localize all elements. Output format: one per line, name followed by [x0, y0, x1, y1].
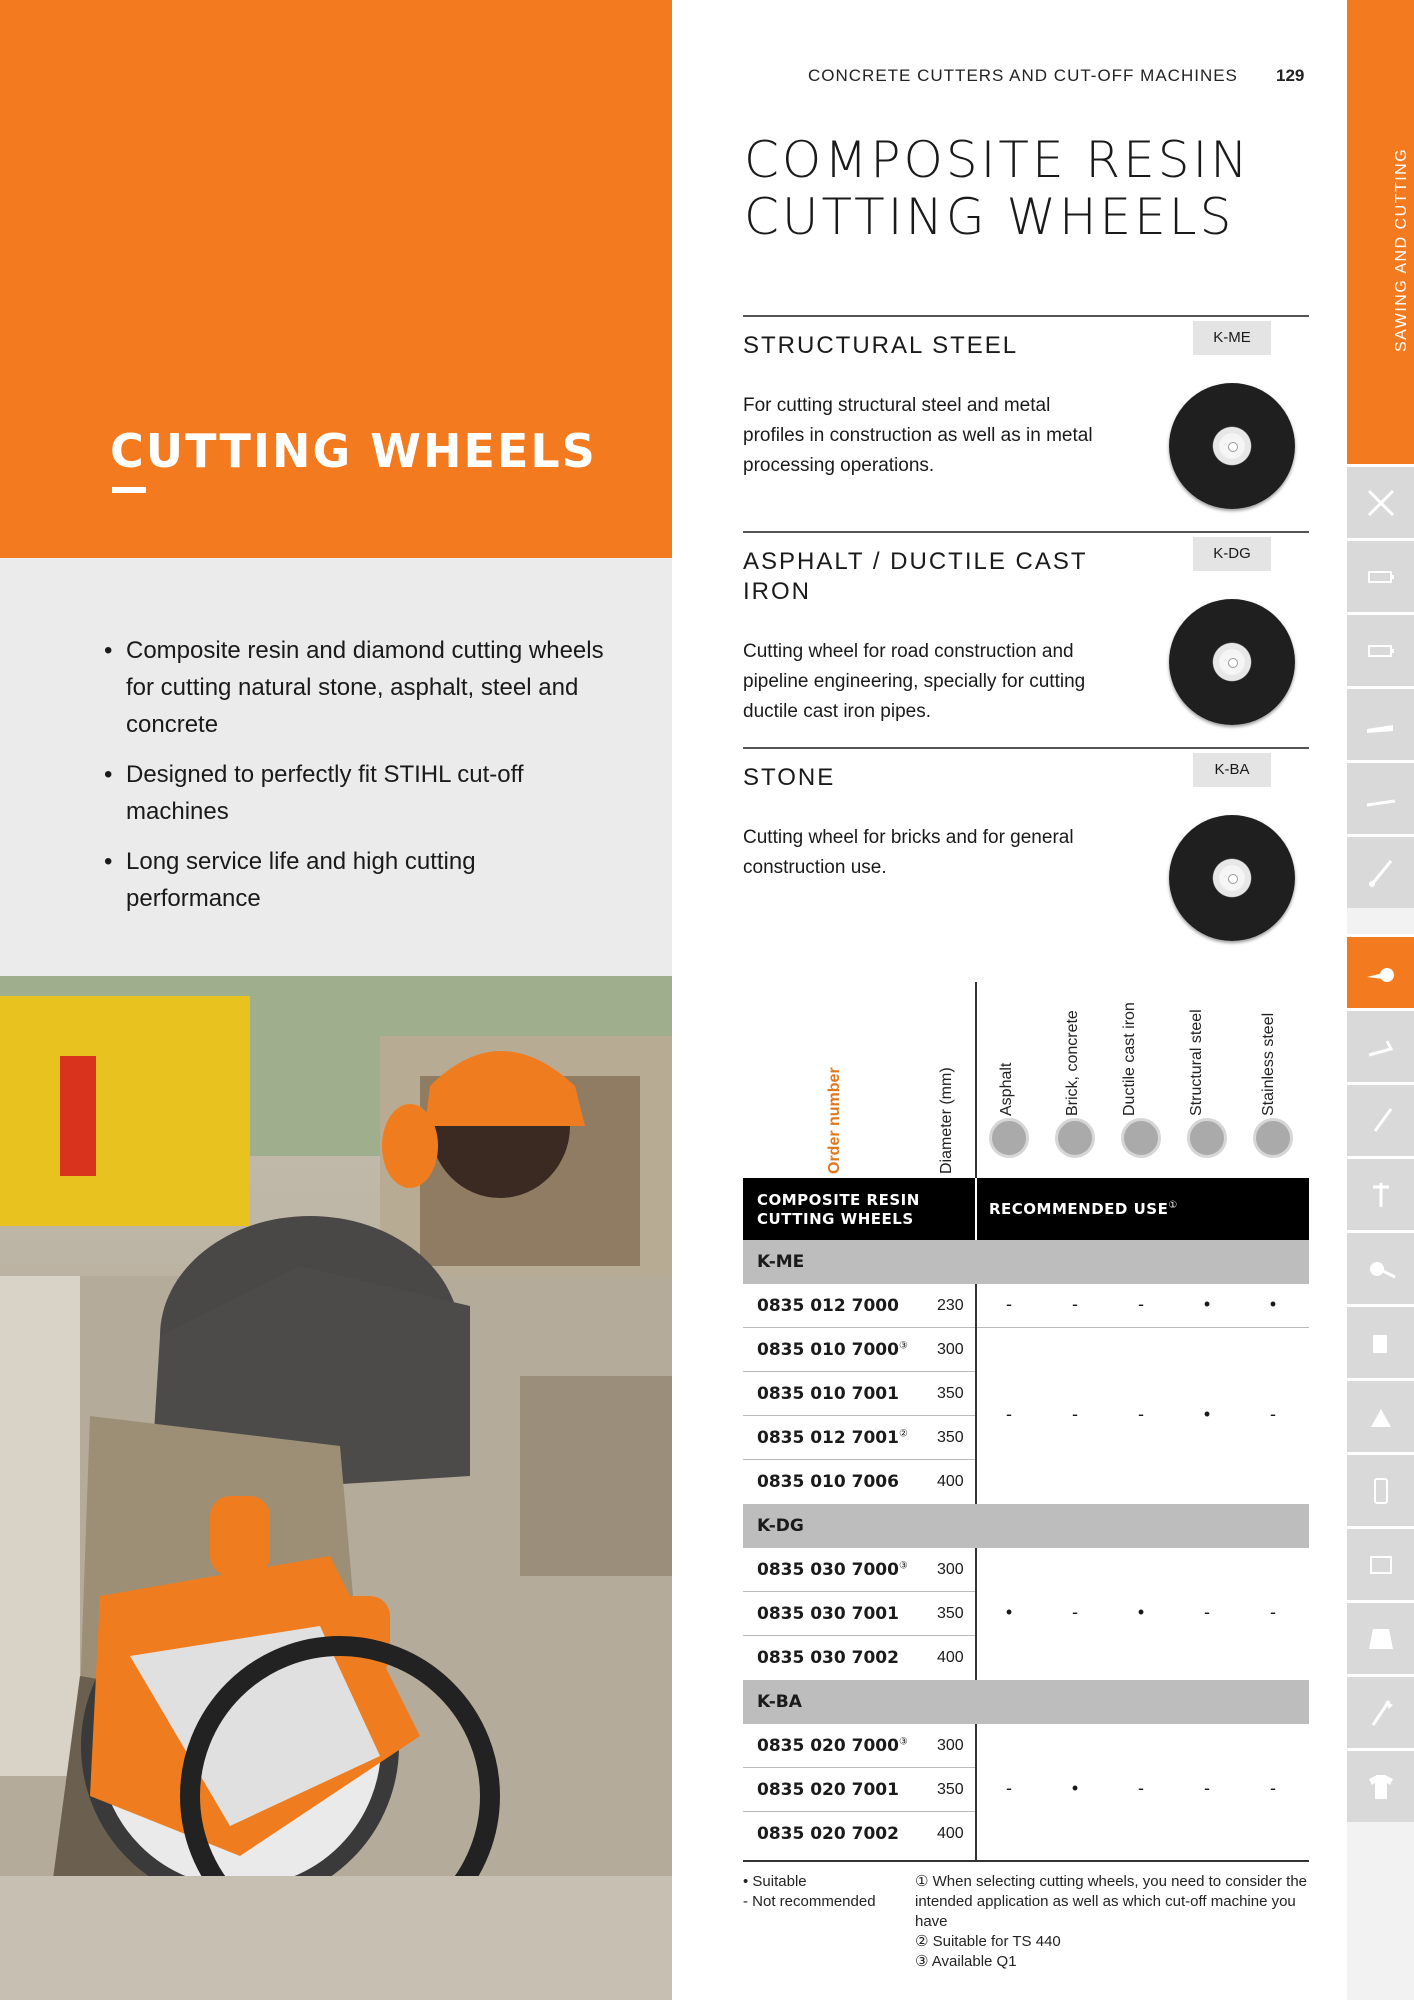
tab-vacuum[interactable]	[1347, 1378, 1414, 1452]
tab-axes[interactable]	[1347, 1674, 1414, 1748]
table-row	[743, 1328, 1309, 1372]
product-name: STRUCTURAL STEEL	[743, 332, 1019, 359]
col-diameter: Diameter (mm)	[938, 1067, 955, 1174]
use-mark: -	[1204, 1778, 1210, 1798]
left-column	[0, 0, 672, 2000]
order-number	[757, 1428, 908, 1448]
diameter: 400	[937, 1649, 964, 1666]
use-mark: -	[1006, 1294, 1012, 1314]
trimmer-icon	[1363, 1103, 1399, 1139]
use-mark: -	[1072, 1602, 1078, 1622]
product-name: STONE	[743, 764, 836, 791]
order-number	[757, 1604, 899, 1624]
pipe-icon	[1121, 1118, 1161, 1158]
header-divider	[975, 1178, 977, 1240]
diameter: 300	[937, 1737, 964, 1754]
cutting-wheel-image	[1169, 383, 1295, 509]
order-number	[757, 1296, 899, 1316]
worker-photo	[0, 976, 672, 2000]
tab-tools[interactable]	[1347, 464, 1414, 538]
tab-merchandise[interactable]	[1347, 1748, 1414, 1822]
col-structural-label: Structural steel	[1188, 1009, 1205, 1116]
sprayer-icon	[1363, 1325, 1399, 1361]
order-number-text: 0835 010 7006	[757, 1472, 899, 1492]
table-row	[743, 1548, 1309, 1592]
tab-chainsaw[interactable]	[1347, 686, 1414, 760]
lawnmower-icon	[1363, 1029, 1399, 1065]
feature-list	[104, 632, 604, 930]
footnote-ref: ③	[898, 1736, 908, 1748]
group-row: K-DG	[743, 1504, 1309, 1548]
order-number-text: 0835 012 7001	[757, 1428, 899, 1448]
tab-blower[interactable]	[1347, 1230, 1414, 1304]
use-mark: -	[1270, 1778, 1276, 1798]
order-number-text: 0835 030 7002	[757, 1648, 899, 1668]
col-ductile-cast-iron	[1121, 986, 1139, 1116]
order-number	[757, 1384, 899, 1404]
diameter: 300	[937, 1341, 964, 1358]
legend-not-recommended: - Not recommended	[743, 1893, 876, 1910]
cutting-wheel-image	[1169, 599, 1295, 725]
page-title	[744, 132, 1304, 246]
order-number	[757, 1736, 908, 1756]
product-description: Cutting wheel for road construction and pipeline engineering, specially for cutting ductile cast iron pipes.	[743, 641, 1086, 722]
asphalt-icon	[989, 1118, 1029, 1158]
table-row	[743, 1636, 1309, 1680]
page-number: 129	[1276, 66, 1305, 85]
tab-accessories[interactable]	[1347, 1526, 1414, 1600]
footnote-2: ② Suitable for TS 440	[915, 1933, 1061, 1950]
use-mark: •	[1005, 1602, 1013, 1622]
use-mark: •	[1203, 1404, 1211, 1424]
order-number-text: 0835 010 7001	[757, 1384, 899, 1404]
product-description: For cutting structural steel and metal profiles in construction as well as in metal processing operations.	[743, 395, 1093, 476]
chainsaw-icon	[1363, 707, 1399, 743]
order-number-text: 0835 030 7001	[757, 1604, 899, 1624]
order-number-text: 0835 020 7001	[757, 1780, 899, 1800]
battery-icon	[1363, 633, 1399, 669]
table-header-left	[757, 1191, 920, 1229]
legend-suitable: • Suitable	[743, 1873, 807, 1890]
tab-earth-auger[interactable]	[1347, 1156, 1414, 1230]
use-mark: -	[1270, 1602, 1276, 1622]
col-order-number: Order number	[826, 1067, 843, 1174]
col-asphalt: Asphalt	[998, 1062, 1015, 1116]
footnote-1: ① When selecting cutting wheels, you need to consider the intended application as well as which cut-off machine you have	[915, 1873, 1308, 1930]
product-stone	[743, 747, 1309, 947]
use-mark: -	[1072, 1294, 1078, 1314]
order-number-text: 0835 030 7000	[757, 1560, 899, 1580]
table-row	[743, 1284, 1309, 1328]
diameter: 230	[937, 1297, 964, 1314]
table-row	[743, 1372, 1309, 1424]
vacuum-icon	[1363, 1399, 1399, 1435]
diameter: 350	[937, 1385, 964, 1402]
chapter-label: SAWING AND CUTTING	[1393, 147, 1410, 352]
use-mark: •	[1203, 1294, 1211, 1314]
order-number-text: 0835 012 7000	[757, 1296, 899, 1316]
use-mark: -	[1138, 1404, 1144, 1424]
order-number	[757, 1824, 899, 1844]
jacket-icon	[1363, 1621, 1399, 1657]
diameter: 300	[937, 1561, 964, 1578]
table-header-line: CUTTING WHEELS	[757, 1210, 914, 1228]
cutting-wheel-image	[1169, 815, 1295, 941]
table-row	[743, 1724, 1309, 1768]
running-header: CONCRETE CUTTERS AND CUT-OFF MACHINES	[808, 66, 1238, 85]
col-brick-concrete: Brick, concrete	[1064, 1010, 1081, 1116]
chapter-sidebar	[1347, 0, 1414, 2000]
col-stainless-steel: Stainless steel	[1260, 1012, 1277, 1116]
cut-off-saw-icon	[1363, 955, 1399, 991]
footnote-ref: ③	[898, 1340, 908, 1352]
diameter: 400	[937, 1825, 964, 1842]
section-title: CUTTING WHEELS	[110, 424, 597, 478]
feature-item: • Composite resin and diamond cutting wheels for cutting natural stone, asphalt, steel and concrete	[104, 632, 604, 743]
order-number	[757, 1472, 899, 1492]
pole-pruner-icon	[1363, 781, 1399, 817]
diameter: 350	[937, 1781, 964, 1798]
brick-icon	[1055, 1118, 1095, 1158]
col-ductile-label: Ductile cast iron	[1121, 1002, 1138, 1116]
tab-battery-2[interactable]	[1347, 612, 1414, 686]
tab-battery-1[interactable]	[1347, 538, 1414, 612]
tshirt-icon	[1363, 1769, 1399, 1805]
diameter: 350	[937, 1429, 964, 1446]
blower-icon	[1363, 1251, 1399, 1287]
tab-sprayer[interactable]	[1347, 1304, 1414, 1378]
order-number-text: 0835 020 7002	[757, 1824, 899, 1844]
use-mark: -	[1138, 1294, 1144, 1314]
order-number-text: 0835 020 7000	[757, 1736, 899, 1756]
axe-icon	[1363, 1695, 1399, 1731]
use-mark: •	[1071, 1778, 1079, 1798]
order-number	[757, 1560, 908, 1580]
feature-item: • Designed to perfectly fit STIHL cut-off machines	[104, 756, 604, 830]
tab-lawnmower[interactable]	[1347, 1008, 1414, 1082]
table-bottom-rule	[743, 1860, 1309, 1862]
table-header-line: COMPOSITE RESIN	[757, 1191, 920, 1209]
use-mark: -	[1138, 1778, 1144, 1798]
earth-auger-icon	[1363, 1177, 1399, 1213]
group-row: K-ME	[743, 1240, 1309, 1284]
table-row	[743, 1460, 1309, 1504]
table-row	[743, 1592, 1309, 1636]
worker-cutting-illustration	[0, 976, 672, 2000]
use-mark: -	[1270, 1404, 1276, 1424]
table-header-right	[989, 1200, 1178, 1218]
use-mark: •	[1137, 1602, 1145, 1622]
group-row: K-BA	[743, 1680, 1309, 1724]
tab-pole-pruner[interactable]	[1347, 760, 1414, 834]
col-structural-steel	[1188, 986, 1206, 1116]
use-mark: -	[1006, 1404, 1012, 1424]
footnote-ref: ③	[898, 1560, 908, 1572]
tab-clothing[interactable]	[1347, 1600, 1414, 1674]
use-mark: -	[1006, 1778, 1012, 1798]
battery-icon	[1363, 559, 1399, 595]
use-mark: -	[1072, 1404, 1078, 1424]
diameter: 400	[937, 1473, 964, 1490]
stainless-beam-icon	[1253, 1118, 1293, 1158]
brushcutter-icon	[1363, 855, 1399, 891]
tab-app[interactable]	[1347, 1452, 1414, 1526]
case-icon	[1363, 1547, 1399, 1583]
title-underline	[112, 487, 146, 493]
product-code-badge: K-DG	[1193, 537, 1271, 571]
table-row	[743, 1768, 1309, 1812]
page-title-line: COMPOSITE RESIN	[744, 131, 1251, 189]
use-mark: -	[1204, 1602, 1210, 1622]
table-row	[743, 1812, 1309, 1856]
product-asphalt-ductile	[743, 531, 1309, 747]
footnote-marker: ①	[1168, 1200, 1178, 1211]
smartphone-icon	[1363, 1473, 1399, 1509]
order-number	[757, 1780, 899, 1800]
product-name: ASPHALT / DUCTILE CAST IRON	[743, 548, 1088, 605]
use-mark: •	[1269, 1294, 1277, 1314]
tab-brushcutter[interactable]	[1347, 834, 1414, 908]
product-code-badge: K-ME	[1193, 321, 1271, 355]
order-number	[757, 1648, 899, 1668]
product-structural-steel	[743, 315, 1309, 531]
tab-trimmer[interactable]	[1347, 1082, 1414, 1156]
beam-icon	[1187, 1118, 1227, 1158]
table-header-right-label: RECOMMENDED USE	[989, 1200, 1169, 1218]
tab-cut-off-machines[interactable]	[1347, 934, 1414, 1008]
page-title-line: CUTTING WHEELS	[744, 188, 1235, 246]
tools-icon	[1363, 485, 1399, 521]
order-number	[757, 1340, 908, 1360]
feature-item: • Long service life and high cutting performance	[104, 843, 604, 917]
footnote-3: ③ Available Q1	[915, 1953, 1017, 1970]
diameter: 350	[937, 1605, 964, 1622]
table-header	[743, 1178, 1309, 1240]
footnote-ref: ②	[898, 1428, 908, 1440]
product-code-badge: K-BA	[1193, 753, 1271, 787]
order-number-text: 0835 010 7000	[757, 1340, 899, 1360]
product-description: Cutting wheel for bricks and for general construction use.	[743, 827, 1074, 878]
table-row	[743, 1416, 1309, 1460]
